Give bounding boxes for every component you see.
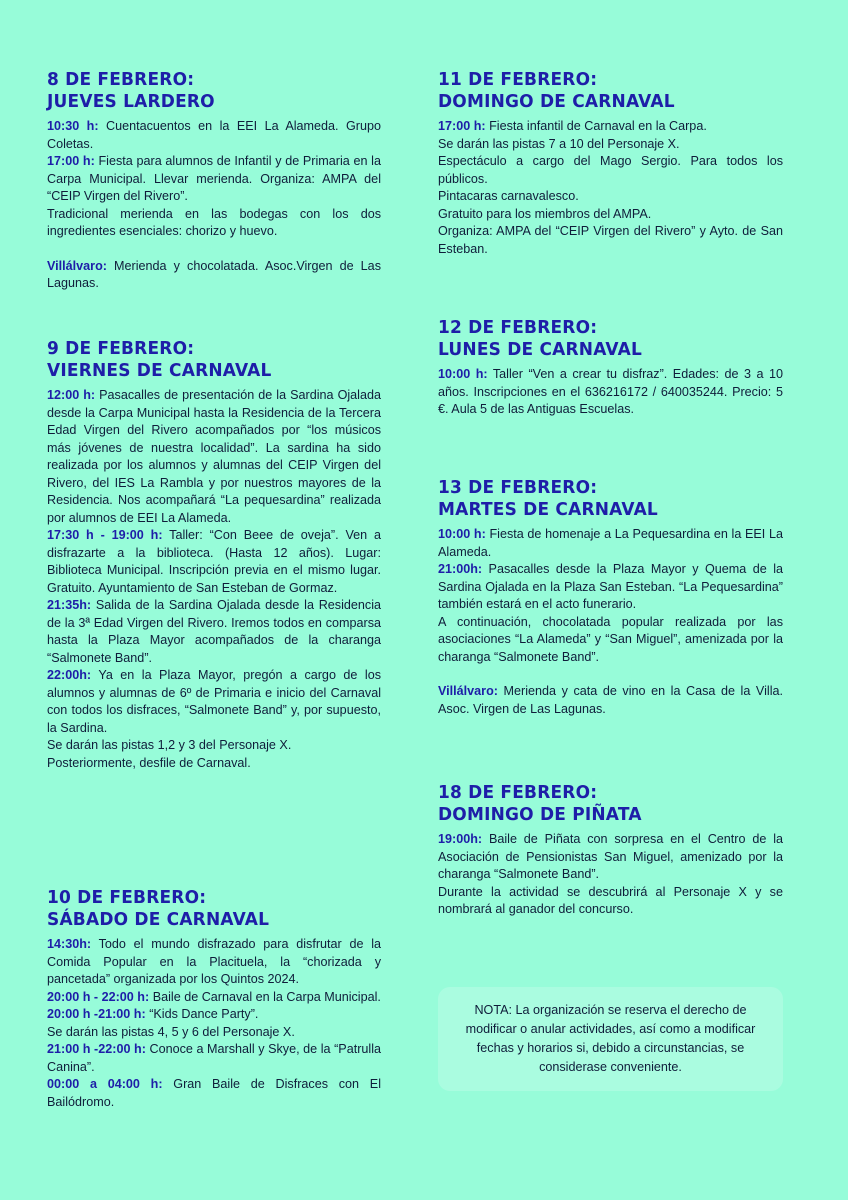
schedule-item <box>47 1006 381 1024</box>
event-title: DOMINGO DE CARNAVAL <box>438 91 675 113</box>
schedule-item: Se darán las pistas 1,2 y 3 del Personaje X. <box>47 738 292 752</box>
event-title: SÁBADO DE CARNAVAL <box>47 909 270 931</box>
schedule-time: 17:00 h: <box>438 119 486 133</box>
location-label: Villálvaro: <box>47 258 107 273</box>
event-title: JUEVES LARDERO <box>47 91 215 113</box>
disclaimer-note: NOTA: La organización se reserva el derecho de modificar o anular actividades, así como a modificar fechas y horarios si, debido a circunstancias, se considerase conveniente. <box>438 987 783 1091</box>
schedule-item <box>47 118 381 153</box>
event-date: 12 DE FEBRERO: <box>438 317 598 339</box>
schedule-time: 10:00 h: <box>438 367 488 381</box>
schedule-item: Organiza: AMPA del “CEIP Virgen del Rivero” y Ayto. de San Esteban. <box>438 224 783 256</box>
schedule-text: Taller: “Con Beee de oveja”. Ven a disfrazarte a la biblioteca. (Hasta 12 años). Lugar: Biblioteca Municipal. Inscripción previa en el mismo lugar. Gratuito. Ayuntamiento de San Esteban de Gormaz. <box>47 528 381 595</box>
schedule-item <box>47 1076 381 1111</box>
event-details <box>47 118 381 293</box>
schedule-item <box>47 597 381 667</box>
schedule-item <box>438 683 783 718</box>
schedule-time: 10:30 h: <box>47 119 99 133</box>
schedule-time: 14:30h: <box>47 937 92 951</box>
schedule-item: Espectáculo a cargo del Mago Sergio. Para todos los públicos. <box>438 154 783 186</box>
event-title: VIERNES DE CARNAVAL <box>47 360 272 382</box>
schedule-item <box>438 561 783 614</box>
schedule-text: Baile de Piñata con sorpresa en el Centro de la Asociación de Pensionistas San Miguel, amenizado por la charanga “Salmonete Band”. <box>438 832 783 881</box>
schedule-text: Pasacalles desde la Plaza Mayor y Quema de la Sardina Ojalada en la Plaza San Esteban. “La Pequesardina” también estará en el acto funerario. <box>438 562 783 611</box>
event-feb8 <box>47 68 381 293</box>
schedule-text: Fiesta de homenaje a La Pequesardina en la EEI La Alameda. <box>438 527 783 559</box>
event-details <box>438 526 783 718</box>
schedule-time: 00:00 a 04:00 h: <box>47 1077 163 1091</box>
schedule-time: 12:00 h: <box>47 388 96 402</box>
event-feb18 <box>438 781 783 919</box>
event-title: LUNES DE CARNAVAL <box>438 339 643 361</box>
event-details <box>438 831 783 919</box>
spacer <box>47 241 381 258</box>
event-details <box>47 936 381 1111</box>
event-title: MARTES DE CARNAVAL <box>438 499 658 521</box>
schedule-time: 19:00h: <box>438 832 483 846</box>
schedule-item <box>438 118 783 136</box>
schedule-item <box>47 153 381 206</box>
schedule-item: Gratuito para los miembros del AMPA. <box>438 206 652 221</box>
schedule-text: Salida de la Sardina Ojalada desde la Residencia de la 3ª Edad Virgen del Rivero. Iremos todos en comparsa hasta la Plaza Mayor acompañados de la charanga “Salmonete Band”. <box>47 598 381 665</box>
schedule-text: Baile de Carnaval en la Carpa Municipal. <box>149 989 381 1004</box>
spacer <box>438 666 783 683</box>
schedule-item: Durante la actividad se descubrirá al Personaje X y se nombrará al ganador del concurso. <box>438 884 783 916</box>
schedule-item: Se darán las pistas 7 a 10 del Personaje X. <box>438 136 680 151</box>
schedule-text: Conoce a Marshall y Skye, de la “Patrulla Canina”. <box>47 1042 381 1074</box>
event-feb12 <box>438 316 783 419</box>
event-feb10 <box>47 886 381 1111</box>
schedule-time: 22:00h: <box>47 668 92 682</box>
event-details <box>438 118 783 258</box>
schedule-item <box>438 526 783 561</box>
schedule-item <box>47 989 381 1007</box>
schedule-item: Posteriormente, desfile de Carnaval. <box>47 755 251 770</box>
event-date: 11 DE FEBRERO: <box>438 69 598 91</box>
schedule-item <box>47 936 381 989</box>
schedule-text: Cuentacuentos en la EEI La Alameda. Grupo Coletas. <box>47 119 381 151</box>
schedule-item <box>47 1041 381 1076</box>
event-feb9 <box>47 337 381 772</box>
schedule-text: Fiesta para alumnos de Infantil y de Primaria en la Carpa Municipal. Llevar merienda. Organiza: AMPA del “CEIP Virgen del Rivero”. <box>47 154 381 203</box>
event-date: 9 DE FEBRERO: <box>47 338 195 360</box>
schedule-item <box>47 667 381 737</box>
schedule-item: Tradicional merienda en las bodegas con los dos ingredientes esenciales: chorizo y huevo. <box>47 206 381 238</box>
schedule-time: 17:00 h: <box>47 154 95 168</box>
schedule-text: Merienda y chocolatada. Asoc.Virgen de Las Lagunas. <box>47 258 381 290</box>
schedule-text: Fiesta infantil de Carnaval en la Carpa. <box>485 119 707 133</box>
schedule-item <box>438 366 783 419</box>
schedule-time: 21:35h: <box>47 598 92 612</box>
schedule-item: A continuación, chocolatada popular realizada por las asociaciones “La Alameda” y “San Miguel”, amenizada por la charanga “Salmonete Band”. <box>438 614 783 664</box>
schedule-text: Gran Baile de Disfraces con El Bailódromo. <box>47 1077 381 1109</box>
schedule-time: 10:00 h: <box>438 527 486 541</box>
event-date: 8 DE FEBRERO: <box>47 69 195 91</box>
schedule-item <box>47 527 381 597</box>
event-details <box>438 366 783 419</box>
event-title: DOMINGO DE PIÑATA <box>438 804 642 826</box>
schedule-time: 17:30 h - 19:00 h: <box>47 528 163 542</box>
schedule-time: 21:00h: <box>438 562 483 576</box>
event-feb11 <box>438 68 783 258</box>
schedule-time: 21:00 h -22:00 h: <box>47 1042 146 1056</box>
event-feb13 <box>438 476 783 718</box>
schedule-text: Merienda y cata de vino en la Casa de la Villa. Asoc. Virgen de Las Lagunas. <box>438 684 783 716</box>
schedule-text: Pasacalles de presentación de la Sardina Ojalada desde la Carpa Municipal hasta la Residencia de la Tercera Edad Virgen del Rivero acompañados por “los músicos más jóvenes de nuestra localidad”. La sardina ha sido realizada por los alumnos y alumnas del CEIP Virgen del Rivero, del IES La Rambla y por nuestros mayores de la Residencia. Nos acompañará “La pequesardina” realizada por alumnos de EEI La Alameda. <box>47 388 381 525</box>
event-date: 10 DE FEBRERO: <box>47 887 207 909</box>
event-date: 18 DE FEBRERO: <box>438 782 598 804</box>
event-date: 13 DE FEBRERO: <box>438 477 598 499</box>
schedule-text: Taller “Ven a crear tu disfraz”. Edades: de 3 a 10 años. Inscripciones en el 636216172 / 640035244. Precio: 5 €. Aula 5 de las Antiguas Escuelas. <box>438 367 783 416</box>
schedule-text: Ya en la Plaza Mayor, pregón a cargo de los alumnos y alumnas de 6º de Primaria e inicio del Carnaval con todos los disfraces, “Salmonete Band” y, por supuesto, la Sardina. <box>47 668 381 735</box>
schedule-time: 20:00 h - 22:00 h: <box>47 989 150 1004</box>
event-details <box>47 387 381 772</box>
schedule-item: Pintacaras carnavalesco. <box>438 189 579 203</box>
schedule-text: “Kids Dance Party”. <box>145 1007 259 1021</box>
schedule-item <box>47 387 381 527</box>
schedule-item <box>438 831 783 884</box>
schedule-item: Se darán las pistas 4, 5 y 6 del Personaje X. <box>47 1024 295 1039</box>
schedule-text: Todo el mundo disfrazado para disfrutar de la Comida Popular en la Placituela, la “chorizada y pancetada” organizada por los Quintos 2024. <box>47 937 381 986</box>
location-label: Villálvaro: <box>438 684 498 698</box>
schedule-time: 20:00 h -21:00 h: <box>47 1007 146 1021</box>
schedule-item <box>47 258 381 293</box>
